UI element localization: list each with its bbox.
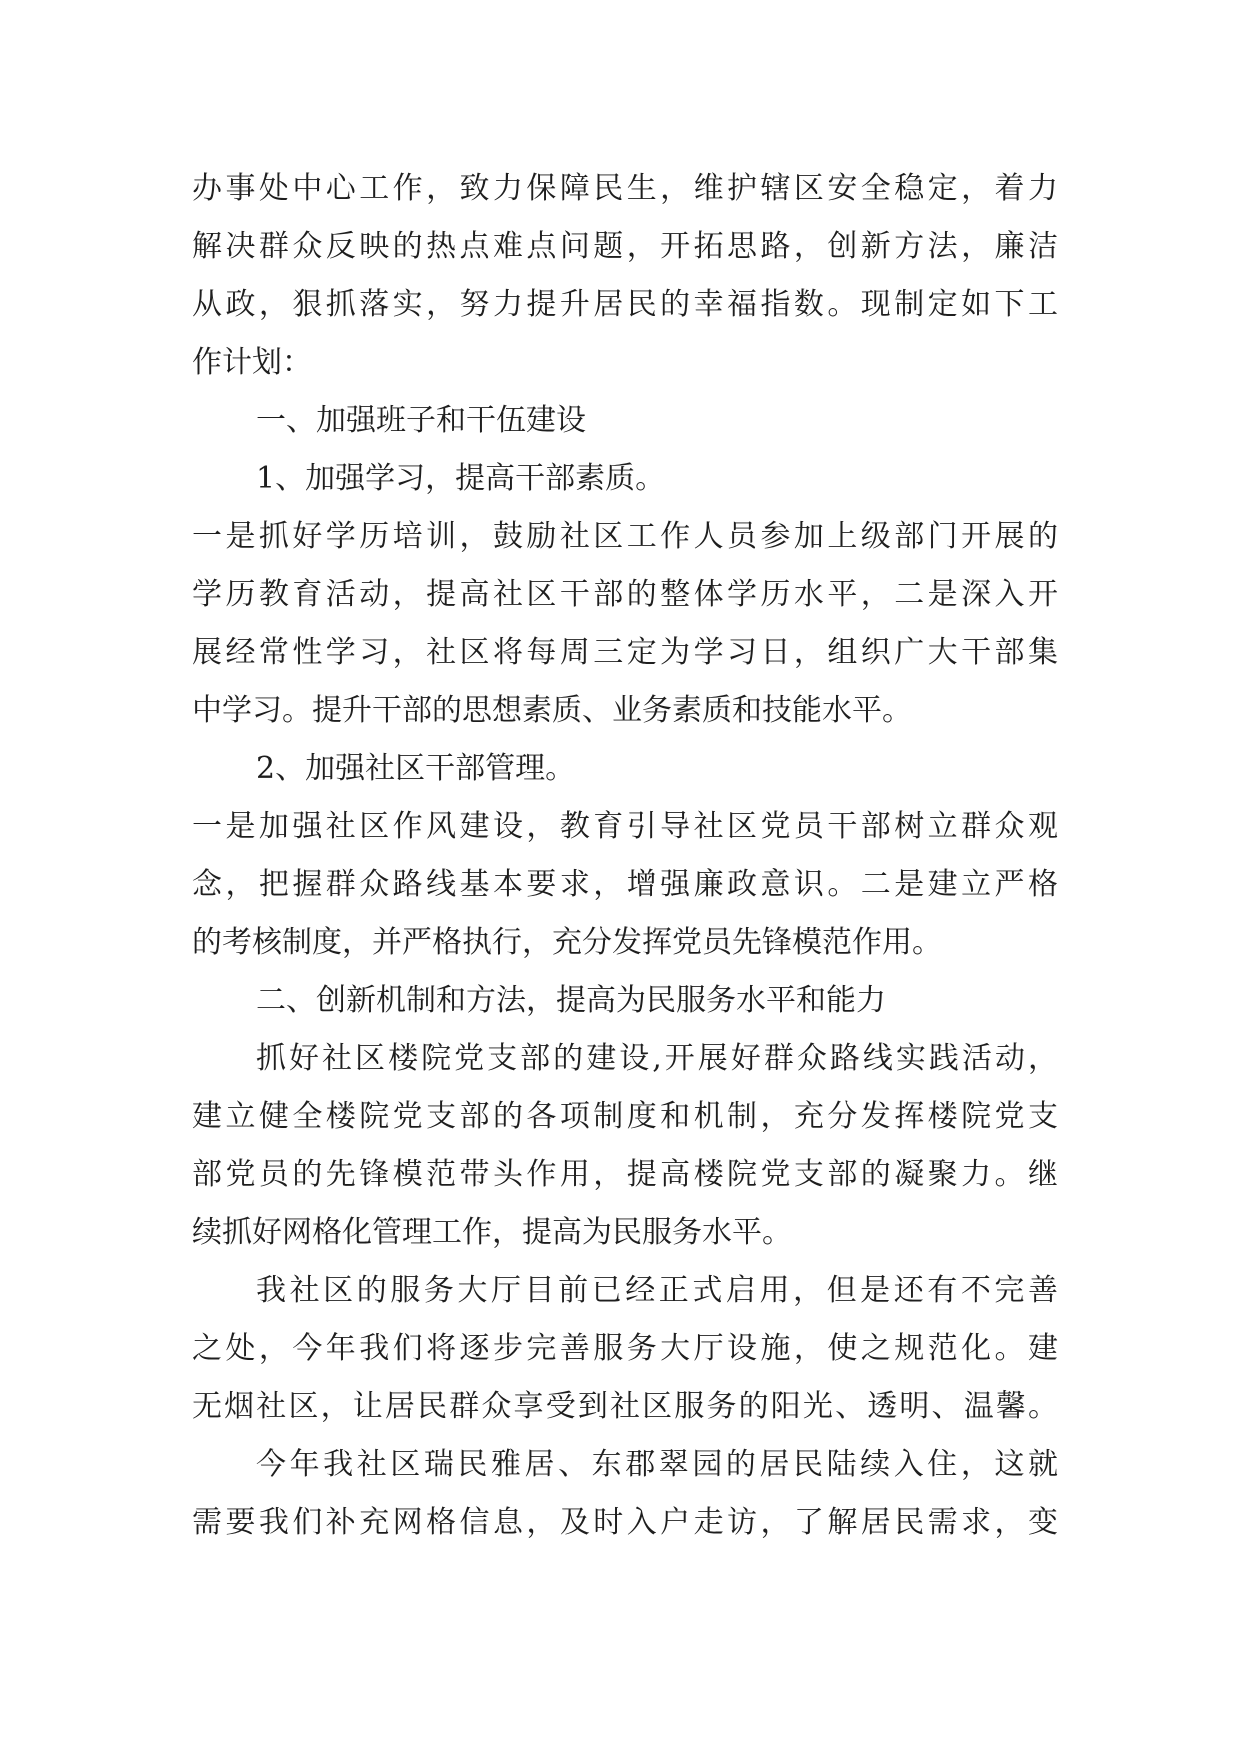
text-line: 续抓好网格化管理工作，提高为民服务水平。 xyxy=(192,1215,792,1250)
text-line: 抓好社区楼院党支部的建设,开展好群众路线实践活动， xyxy=(256,1041,1058,1076)
text-line: 学历教育活动，提高社区干部的整体学历水平，二是深入开 xyxy=(192,577,1058,612)
section-heading: 二、创新机制和方法，提高为民服务水平和能力 xyxy=(256,983,886,1018)
text-line: 的考核制度，并严格执行，充分发挥党员先锋模范作用。 xyxy=(192,925,942,960)
text-line: 之处，今年我们将逐步完善服务大厅设施，使之规范化。建 xyxy=(192,1331,1058,1366)
text-line: 从政，狠抓落实，努力提升居民的幸福指数。现制定如下工 xyxy=(192,287,1058,322)
text-line: 今年我社区瑞民雅居、东郡翠园的居民陆续入住，这就 xyxy=(256,1447,1058,1482)
text-line: 建立健全楼院党支部的各项制度和机制，充分发挥楼院党支 xyxy=(192,1099,1058,1134)
text-line: 部党员的先锋模范带头作用，提高楼院党支部的凝聚力。继 xyxy=(192,1157,1058,1192)
section-heading: 一、加强班子和干伍建设 xyxy=(256,403,586,438)
text-line: 一是抓好学历培训，鼓励社区工作人员参加上级部门开展的 xyxy=(192,519,1058,554)
text-line: 一是加强社区作风建设，教育引导社区党员干部树立群众观 xyxy=(192,809,1058,844)
text-line: 需要我们补充网格信息，及时入户走访，了解居民需求，变 xyxy=(192,1505,1058,1540)
text-line: 念，把握群众路线基本要求，增强廉政意识。二是建立严格 xyxy=(192,867,1058,902)
subsection-heading: 1、加强学习，提高干部素质。 xyxy=(256,461,666,496)
text-line: 作计划： xyxy=(192,345,312,380)
subsection-heading: 2、加强社区干部管理。 xyxy=(256,751,576,786)
text-line: 中学习。提升干部的思想素质、业务素质和技能水平。 xyxy=(192,693,912,728)
text-line: 解决群众反映的热点难点问题，开拓思路，创新方法，廉洁 xyxy=(192,229,1058,264)
text-line: 无烟社区，让居民群众享受到社区服务的阳光、透明、温馨。 xyxy=(192,1389,1058,1424)
text-line: 展经常性学习，社区将每周三定为学习日，组织广大干部集 xyxy=(192,635,1058,670)
document-body xyxy=(192,160,1058,1552)
text-line: 我社区的服务大厅目前已经正式启用，但是还有不完善 xyxy=(256,1273,1058,1308)
text-line: 办事处中心工作，致力保障民生，维护辖区安全稳定，着力 xyxy=(192,171,1058,206)
